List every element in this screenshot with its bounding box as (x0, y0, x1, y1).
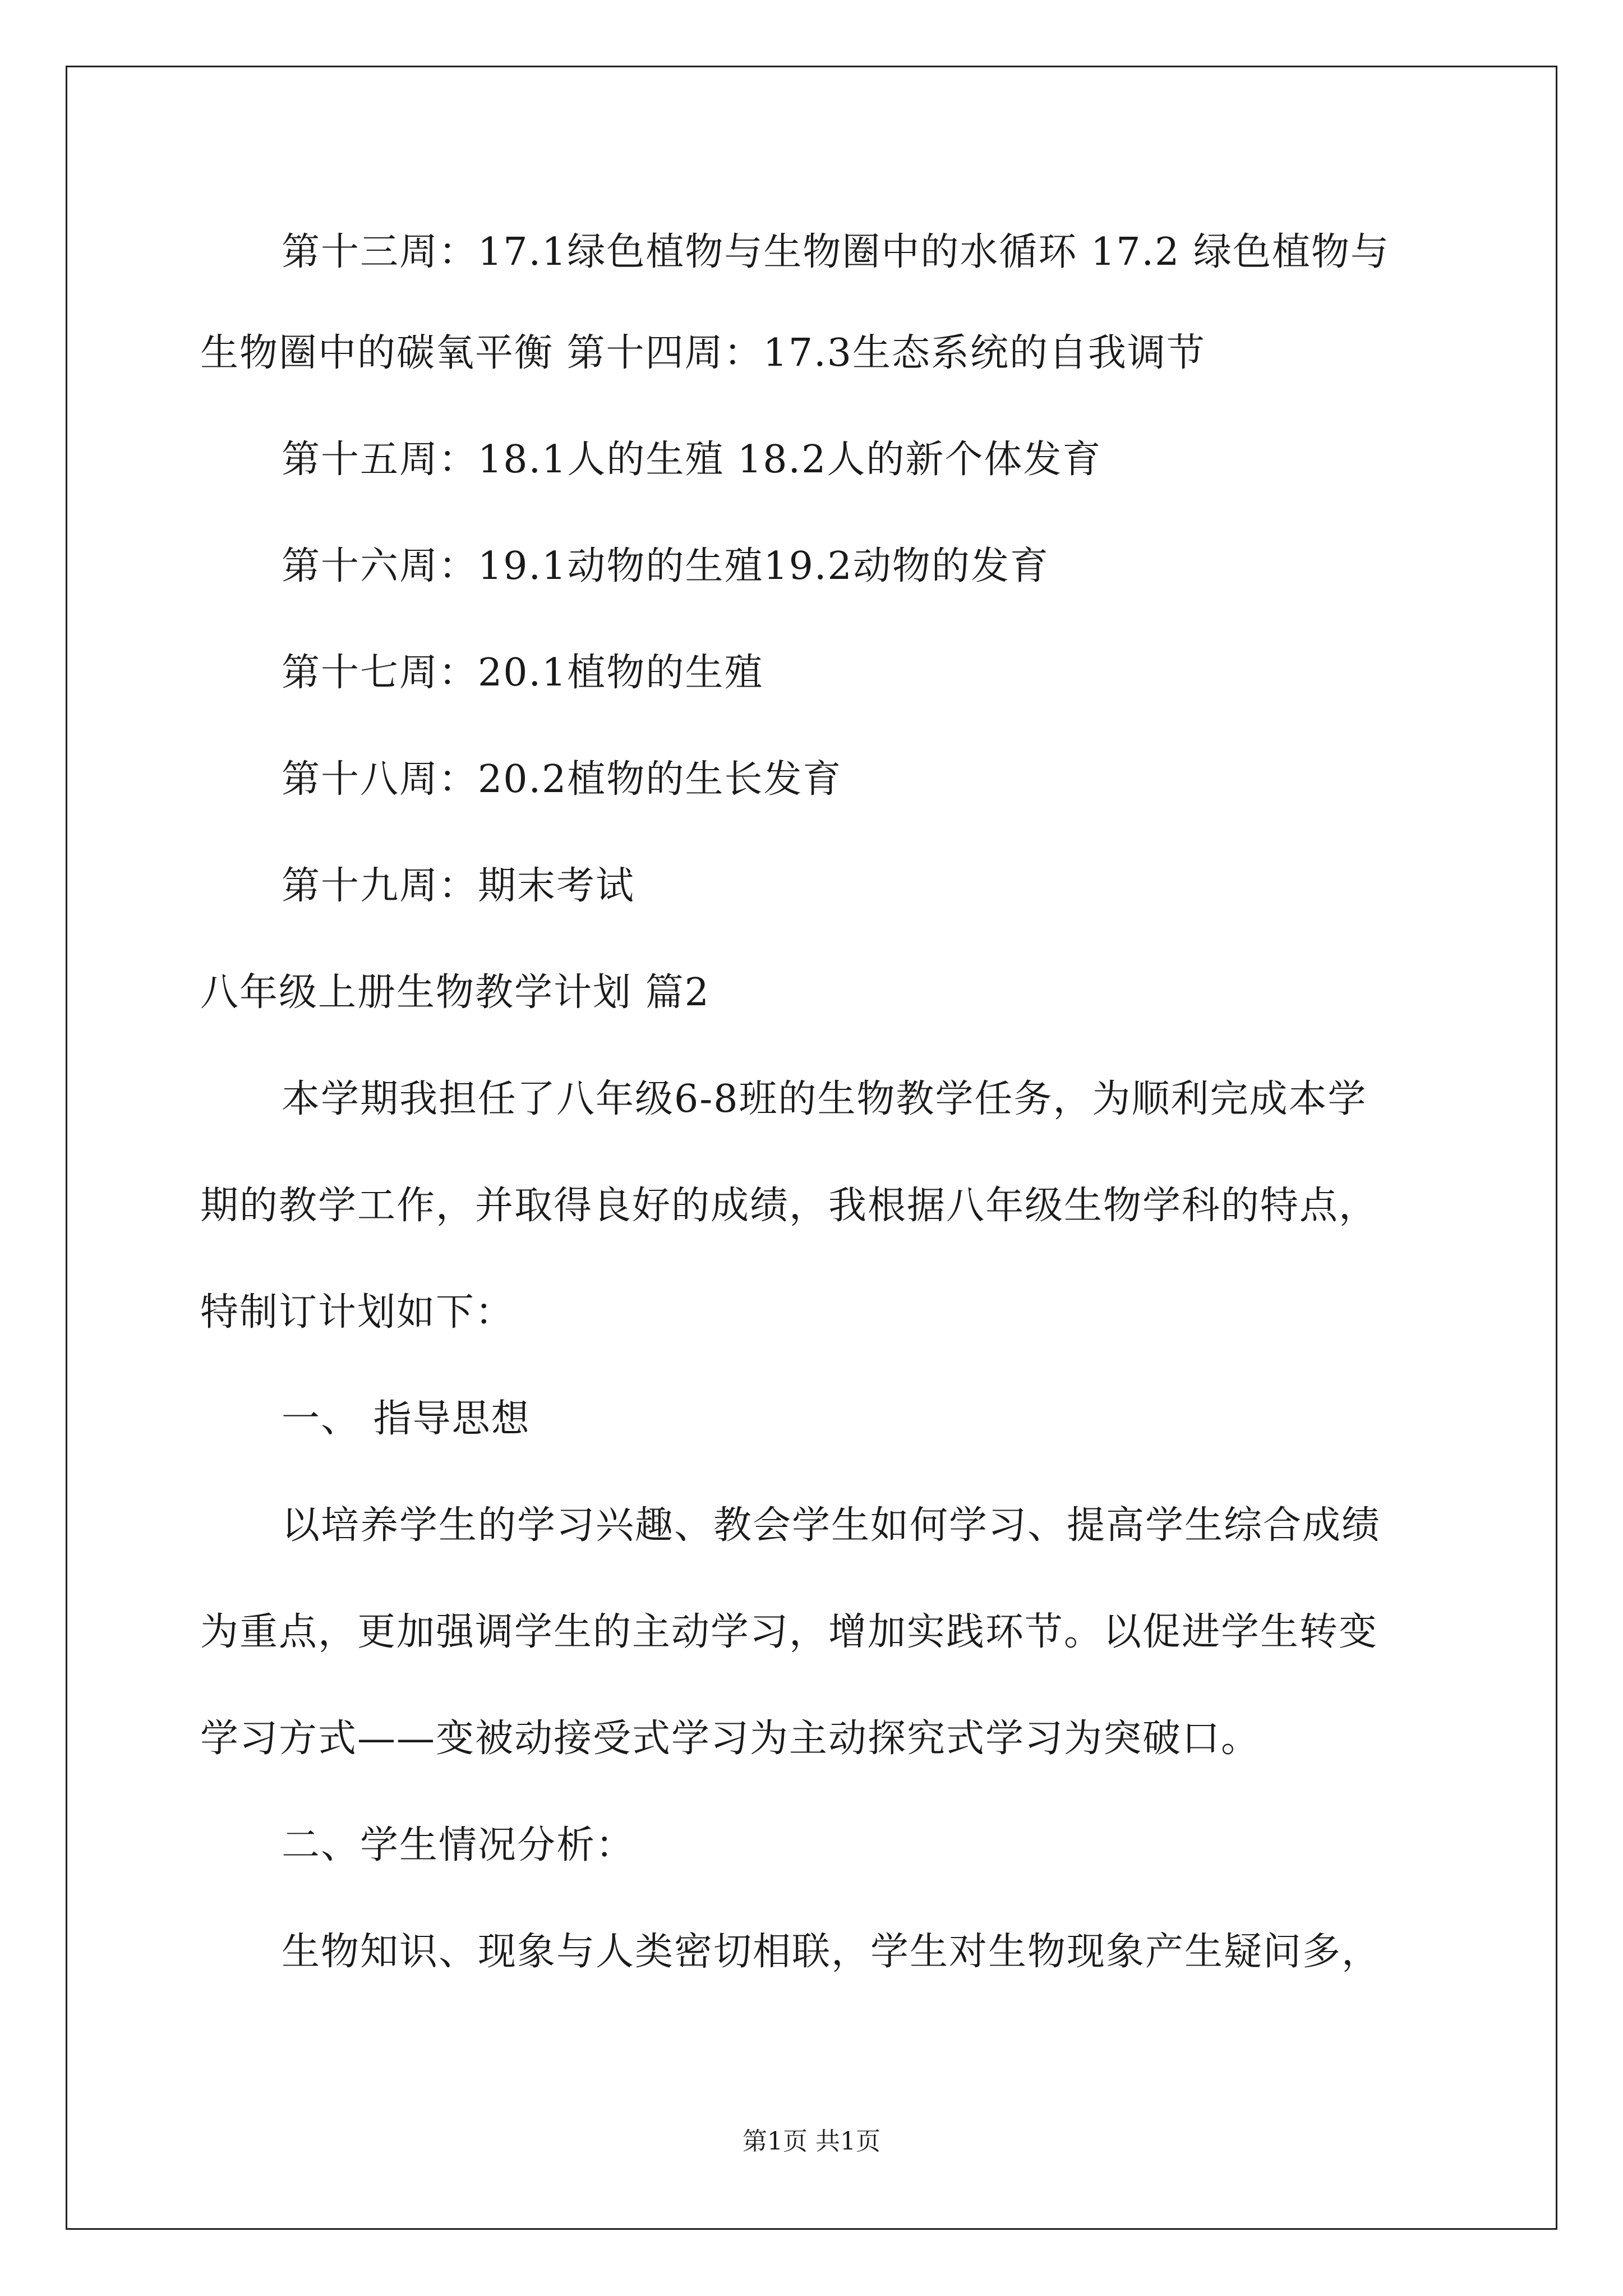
page-border (66, 66, 1557, 2230)
week-13-line: 第十三周：17.1绿色植物与生物圈中的水循环 17.2 绿色植物与 (282, 230, 1390, 274)
week-19-line: 第十九周：期末考试 (282, 864, 635, 908)
ideology-paragraph-line-3: 学习方式——变被动接受式学习为主动探究式学习为突破口。 (200, 1717, 1261, 1761)
ideology-paragraph-line-2: 为重点，更加强调学生的主动学习，增加实践环节。以促进学生转变 (200, 1610, 1378, 1654)
week-16-line: 第十六周：19.1动物的生殖19.2动物的发育 (282, 544, 1049, 588)
ideology-paragraph-line-1: 以培养学生的学习兴趣、教会学生如何学习、提高学生综合成绩 (282, 1503, 1381, 1548)
week-17-line: 第十七周：20.1植物的生殖 (282, 651, 764, 695)
section-title: 八年级上册生物教学计划 篇2 (200, 970, 710, 1015)
intro-paragraph-line-2: 期的教学工作，并取得良好的成绩，我根据八年级生物学科的特点， (200, 1184, 1378, 1228)
week-18-line: 第十八周：20.2植物的生长发育 (282, 757, 842, 802)
week-15-line: 第十五周：18.1人的生殖 18.2人的新个体发育 (282, 438, 1102, 482)
intro-paragraph-line-3: 特制订计划如下： (200, 1290, 515, 1335)
heading-guiding-ideology: 一、 指导思想 (282, 1397, 531, 1441)
heading-student-analysis: 二、学生情况分析： (282, 1823, 635, 1867)
analysis-paragraph-line-1: 生物知识、现象与人类密切相联，学生对生物现象产生疑问多， (282, 1930, 1381, 1974)
intro-paragraph-line-1: 本学期我担任了八年级6-8班的生物教学任务，为顺利完成本学 (282, 1077, 1367, 1121)
page-footer: 第1页 共1页 (743, 2127, 880, 2156)
week-14-line: 生物圈中的碳氧平衡 第十四周：17.3生态系统的自我调节 (200, 331, 1206, 375)
